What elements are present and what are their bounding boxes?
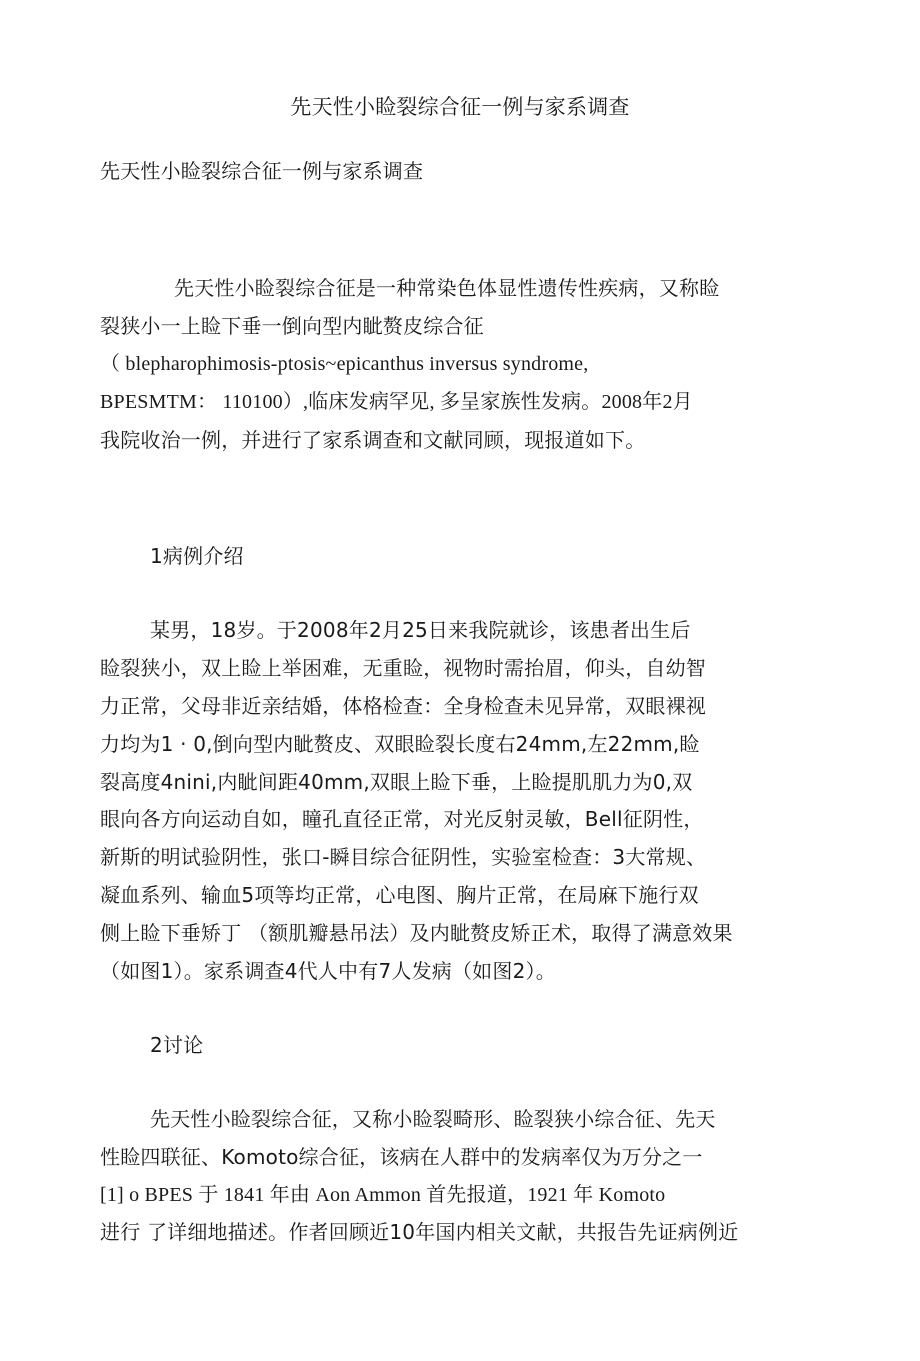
section-heading-discussion: 2讨论 (150, 1033, 204, 1057)
section2-line-2: 性睑四联征、Komoto综合征，该病在人群中的发病率仅为万分之一 (100, 1145, 703, 1169)
intro-line-4: BPESMTM： 110100）,临床发病罕见, 多呈家族性发病。2008年2月 (100, 391, 693, 413)
intro-line-1: 先天性小睑裂综合征是一种常染色体显性遗传性疾病，又称睑 (174, 276, 720, 300)
section1-line-6: 眼向各方向运动自如，瞳孔直径正常，对光反射灵敏，Bell征阴性， (100, 807, 704, 831)
section2-line-3: [1] o BPES 于 1841 年由 Aon Ammon 首先报道，1921 年 Komoto (100, 1184, 666, 1206)
section1-line-10: （如图1）。家系调查4代人中有7人发病（如图2）。 (100, 959, 556, 983)
document-title: 先天性小睑裂综合征一例与家系调查 (290, 95, 630, 119)
section1-line-3: 力正常，父母非近亲结婚，体格检查：全身检查未见异常，双眼裸视 (100, 694, 706, 718)
section2-line-4: 进行 了详细地描述。作者回顾近10年国内相关文献，共报告先证病例近 (100, 1220, 739, 1244)
intro-line-3: （ blepharophimosis-ptosis~epicanthus inversus syndrome, (100, 353, 589, 375)
section1-line-7: 新斯的明试验阴性，张口-瞬目综合征阴性，实验室检查：3大常规、 (100, 845, 707, 869)
section-heading-case: 1病例介绍 (150, 544, 244, 568)
section1-line-8: 凝血系列、输血5项等均正常，心电图、胸片正常，在局麻下施行双 (100, 883, 699, 907)
section1-line-4: 力均为1 · 0,倒向型内眦赘皮、双眼睑裂长度右24mm,左22mm,睑 (100, 732, 700, 756)
intro-line-5: 我院收治一例，并进行了家系调查和文献同顾，现报道如下。 (100, 428, 646, 452)
section1-line-1: 某男，18岁。于2008年2月25日来我院就诊，该患者出生后 (150, 618, 691, 642)
section1-line-5: 裂高度4nini,内眦间距40mm,双眼上睑下垂，上睑提肌肌力为0,双 (100, 770, 693, 794)
section1-line-9: 侧上睑下垂矫丁 （额肌瓣悬吊法）及内眦赘皮矫正术，取得了满意效果 (100, 921, 733, 945)
document-subtitle: 先天性小睑裂综合征一例与家系调查 (100, 159, 424, 183)
section2-line-1: 先天性小睑裂综合征，又称小睑裂畸形、睑裂狭小综合征、先天 (150, 1107, 716, 1131)
section1-line-2: 睑裂狭小，双上睑上举困难，无重睑，视物时需抬眉，仰头，自幼智 (100, 656, 706, 680)
intro-line-2: 裂狭小一上睑下垂一倒向型内眦赘皮综合征 (100, 314, 484, 338)
